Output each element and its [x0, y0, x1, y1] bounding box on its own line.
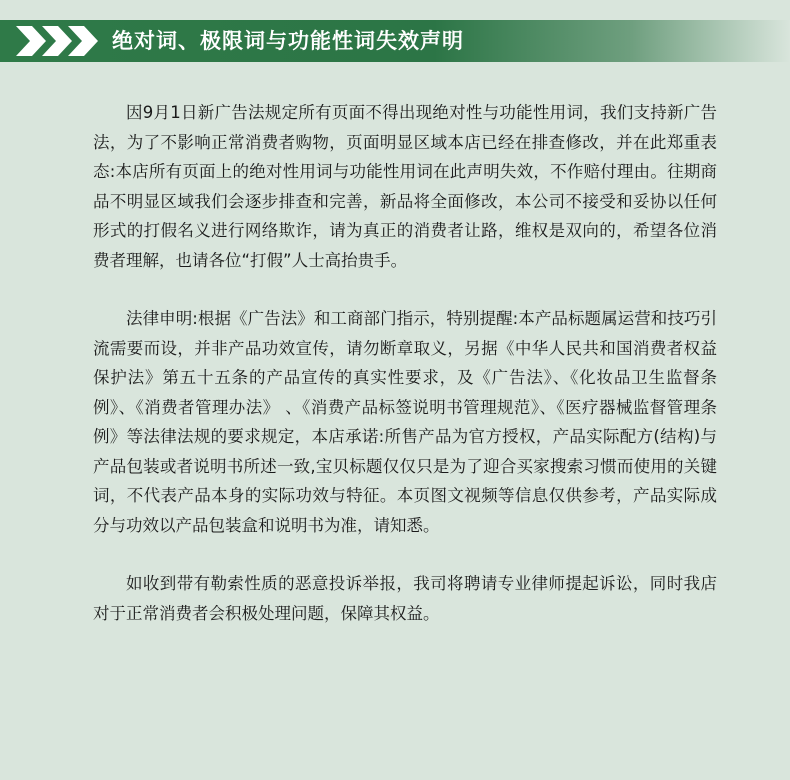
paragraph-legal-statement: 法律申明:根据《广告法》和工商部门指示，特别提醒:本产品标题属运营和技巧引流需要而设，并非产品功效宣传，请勿断章取义，另据《中华人民共和国消费者权益保护法》第五十五条的产品宣传的真实性要求，及《广告法》、《化妆品卫生监督条例》、《消费者管理办法》 、《消费产品标签说明书管理规范》、《医疗器械监督管理条例》等法律法规的要求规定，本店承诺:所售产品为官方授权，产品实际配方(结构)与产品包装或者说明书所述一致,宝贝标题仅仅只是为了迎合买家搜索习惯而使用的关键词，不代表产品本身的实际功效与特征。本页图文视频等信息仅供参考，产品实际成分与功效以产品包装盒和说明书为准，请知悉。 — [93, 309, 717, 535]
paragraph-policy: 因9月1日新广告法规定所有页面不得出现绝对性与功能性用词，我们支持新广告法，为了不影响正常消费者购物，页面明显区域本店已经在排查修改，并在此郑重表态:本店所有页面上的绝对性用词与功能性用词在此声明失效，不作赔付理由。往期商品不明显区域我们会逐步排查和完善，新品将全面修改，本公司不接受和妥协以任何形式的打假名义进行网络欺诈，请为真正的消费者让路，维权是双向的，希望各位消费者理解，也请各位“打假”人士高抬贵手。 — [93, 103, 717, 270]
chevron-right-icon — [68, 26, 98, 56]
paragraph-complaint-notice: 如收到带有勒索性质的恶意投诉举报，我司将聘请专业律师提起诉讼，同时我店对于正常消费者会积极处理问题，保障其权益。 — [93, 574, 717, 623]
chevron-arrows-icon — [14, 20, 104, 62]
chevron-right-icon — [42, 26, 72, 56]
page-title: 绝对词、极限词与功能性词失效声明 — [112, 29, 464, 53]
declaration-body — [93, 98, 717, 628]
header-banner — [0, 20, 790, 62]
chevron-right-icon — [16, 26, 46, 56]
